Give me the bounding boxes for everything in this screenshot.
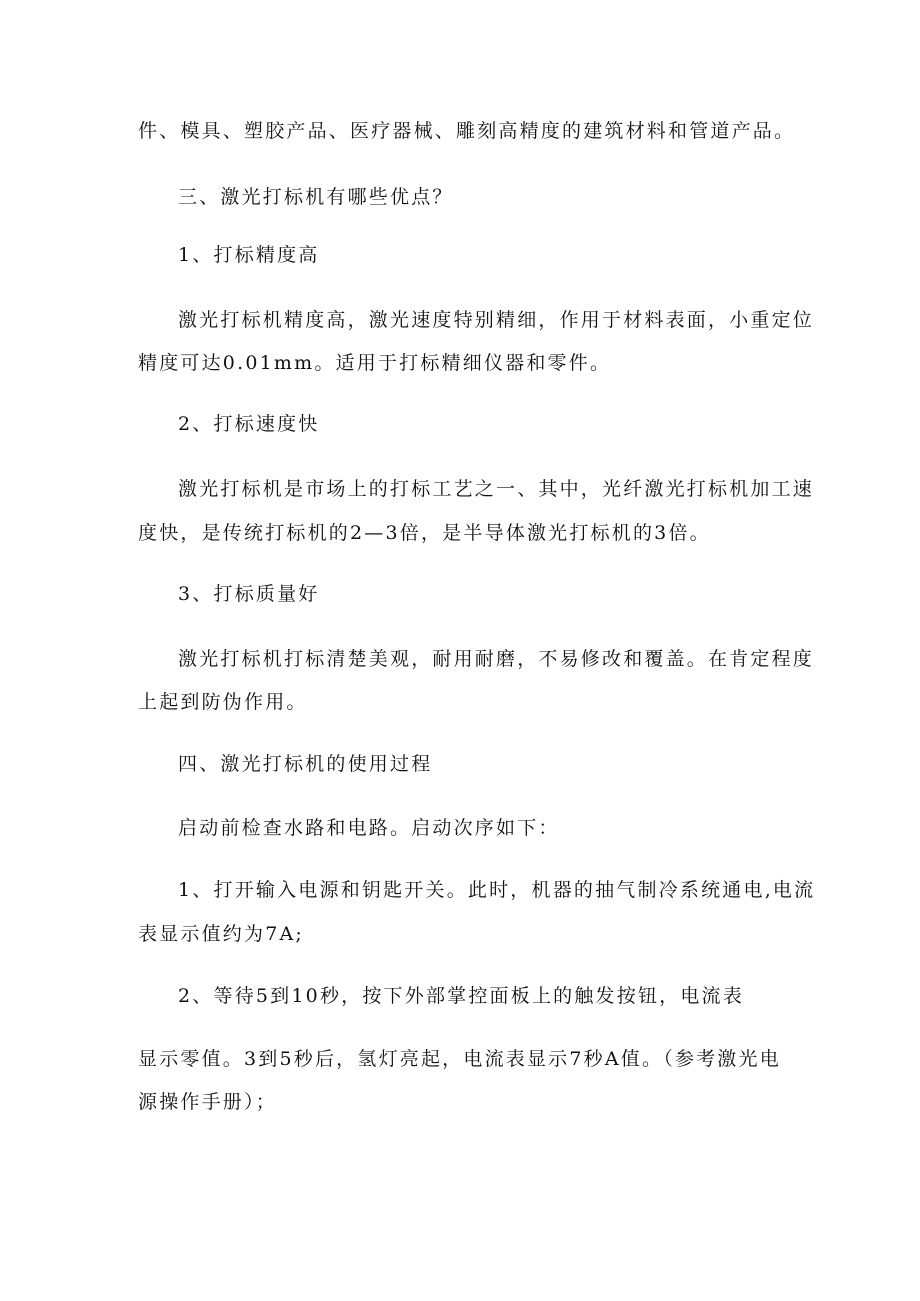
paragraph-line-quality-2: 上起到防伪作用。 (138, 691, 308, 713)
subheading-quality: 3、打标质量好 (178, 583, 320, 605)
paragraph-line-precision-2: 精度可达0.01mm。适用于打标精细仪器和零件。 (138, 352, 612, 374)
step-2-line-1: 2、等待5到10秒，按下外部掌控面板上的触发按钮，电流表 (178, 985, 744, 1007)
step-1-line-1: 1、打开输入电源和钥匙开关。此时，机器的抽气制冷系统通电,电流 (178, 879, 816, 901)
section-heading-4: 四、激光打标机的使用过程 (178, 753, 433, 775)
step-2-line-2: 显示零值。3到5秒后，氢灯亮起，电流表显示7秒A值。（参考激光电 (138, 1048, 781, 1070)
paragraph-startup-intro: 启动前检查水路和电路。启动次序如下： (178, 817, 560, 839)
text-line-1: 件、模具、塑胶产品、医疗器械、雕刻高精度的建筑材料和管道产品。 (138, 120, 796, 142)
subheading-precision: 1、打标精度高 (178, 244, 320, 266)
paragraph-line-precision-1: 激光打标机精度高，激光速度特别精细，作用于材料表面，小重定位 (178, 309, 815, 331)
step-2-line-3: 源操作手册）； (138, 1091, 277, 1113)
section-heading-3: 三、激光打标机有哪些优点？ (178, 186, 454, 208)
paragraph-line-speed-1: 激光打标机是市场上的打标工艺之一、其中，光纤激光打标机加工速 (178, 478, 815, 500)
paragraph-line-speed-2: 度快，是传统打标机的2—3倍，是半导体激光打标机的3倍。 (138, 522, 711, 544)
subheading-speed: 2、打标速度快 (178, 413, 320, 435)
step-1-line-2: 表显示值约为7A; (138, 923, 305, 945)
paragraph-line-quality-1: 激光打标机打标清楚美观，耐用耐磨，不易修改和覆盖。在肯定程度 (178, 648, 815, 670)
